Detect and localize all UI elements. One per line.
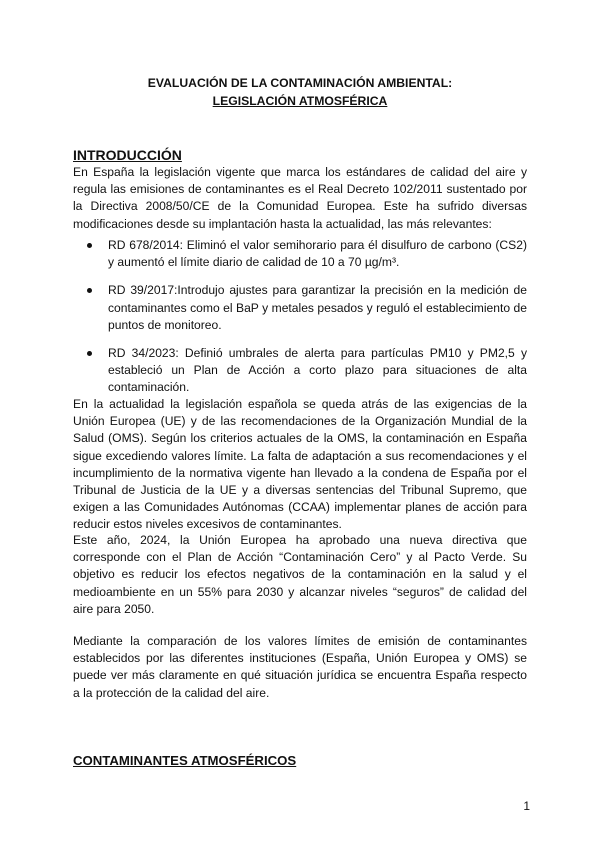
list-item-text: RD 678/2014: Eliminó el valor semihorario para él disulfuro de carbono (CS2) y aumentó el límite diario de calidad de 10 a 70 µg/m³. [108,238,527,270]
list-item [73,345,527,397]
list-item-text: RD 34/2023: Definió umbrales de alerta para partículas PM10 y PM2,5 y estableció un Plan de Acción a corto plazo para situaciones de alta contaminación. [108,346,527,395]
section-heading-contaminantes: CONTAMINANTES ATMOSFÉRICOS [73,753,297,768]
legislation-paragraph: En la actualidad la legislación española se queda atrás de las exigencias de la Unión Europea (UE) y de las recomendaciones de la Organización Mundial de la Salud (OMS). Según los criterios actuales de la OMS, la contaminación en España sigue excediendo valores límite. La falta de adaptación a sus recomendaciones y el incumplimiento de la normativa vigente han llevado a la condena de España por el Tribunal de Justicia de la UE y a diversas sentencias del Tribunal Supremo, que exigen a las Comunidades Autónomas (CCAA) implementar planes de acción para reducir estos niveles excesivos de contaminantes. [73,397,527,532]
list-item [73,282,527,334]
section-heading-introduccion: INTRODUCCIÓN [73,147,182,163]
document-title-line1: EVALUACIÓN DE LA CONTAMINACIÓN AMBIENTAL: [147,76,453,90]
intro-paragraph: En España la legislación vigente que marca los estándares de calidad del aire y regula las emisiones de contaminantes es el Real Decreto 102/2011 sustentado por la Directiva 2008/50/CE de la Comunidad Europea. Este ha sufrido diversas modificaciones desde su implantación hasta la actualidad, las más relevantes: [73,165,527,231]
list-item-text: RD 39/2017:Introdujo ajustes para garantizar la precisión en la medición de contaminantes como el BaP y metales pesados y reguló el establecimiento de puntos de monitoreo. [108,283,527,332]
bullet-icon [87,351,92,356]
document-title-line2: LEGISLACIÓN ATMOSFÉRICA [212,94,388,108]
modifications-list [73,237,527,397]
list-item [73,237,527,271]
page-number: 1 [523,799,530,813]
bullet-icon [87,288,92,293]
eu-directive-paragraph: Este año, 2024, la Unión Europea ha aprobado una nueva directiva que corresponde con el Plan de Acción “Contaminación Cero” y al Pacto Verde. Su objetivo es reducir los efectos negativos de la contaminación en la salud y el medioambiente en un 55% para 2030 y alcanzar niveles “seguros” de calidad del aire para 2050. [73,533,527,616]
comparison-paragraph: Mediante la comparación de los valores límites de emisión de contaminantes establecidos por las diferentes instituciones (España, Unión Europea y OMS) se puede ver más claramente en qué situación jurídica se encuentra España respecto a la protección de la calidad del aire. [73,634,527,700]
bullet-icon [87,243,92,248]
